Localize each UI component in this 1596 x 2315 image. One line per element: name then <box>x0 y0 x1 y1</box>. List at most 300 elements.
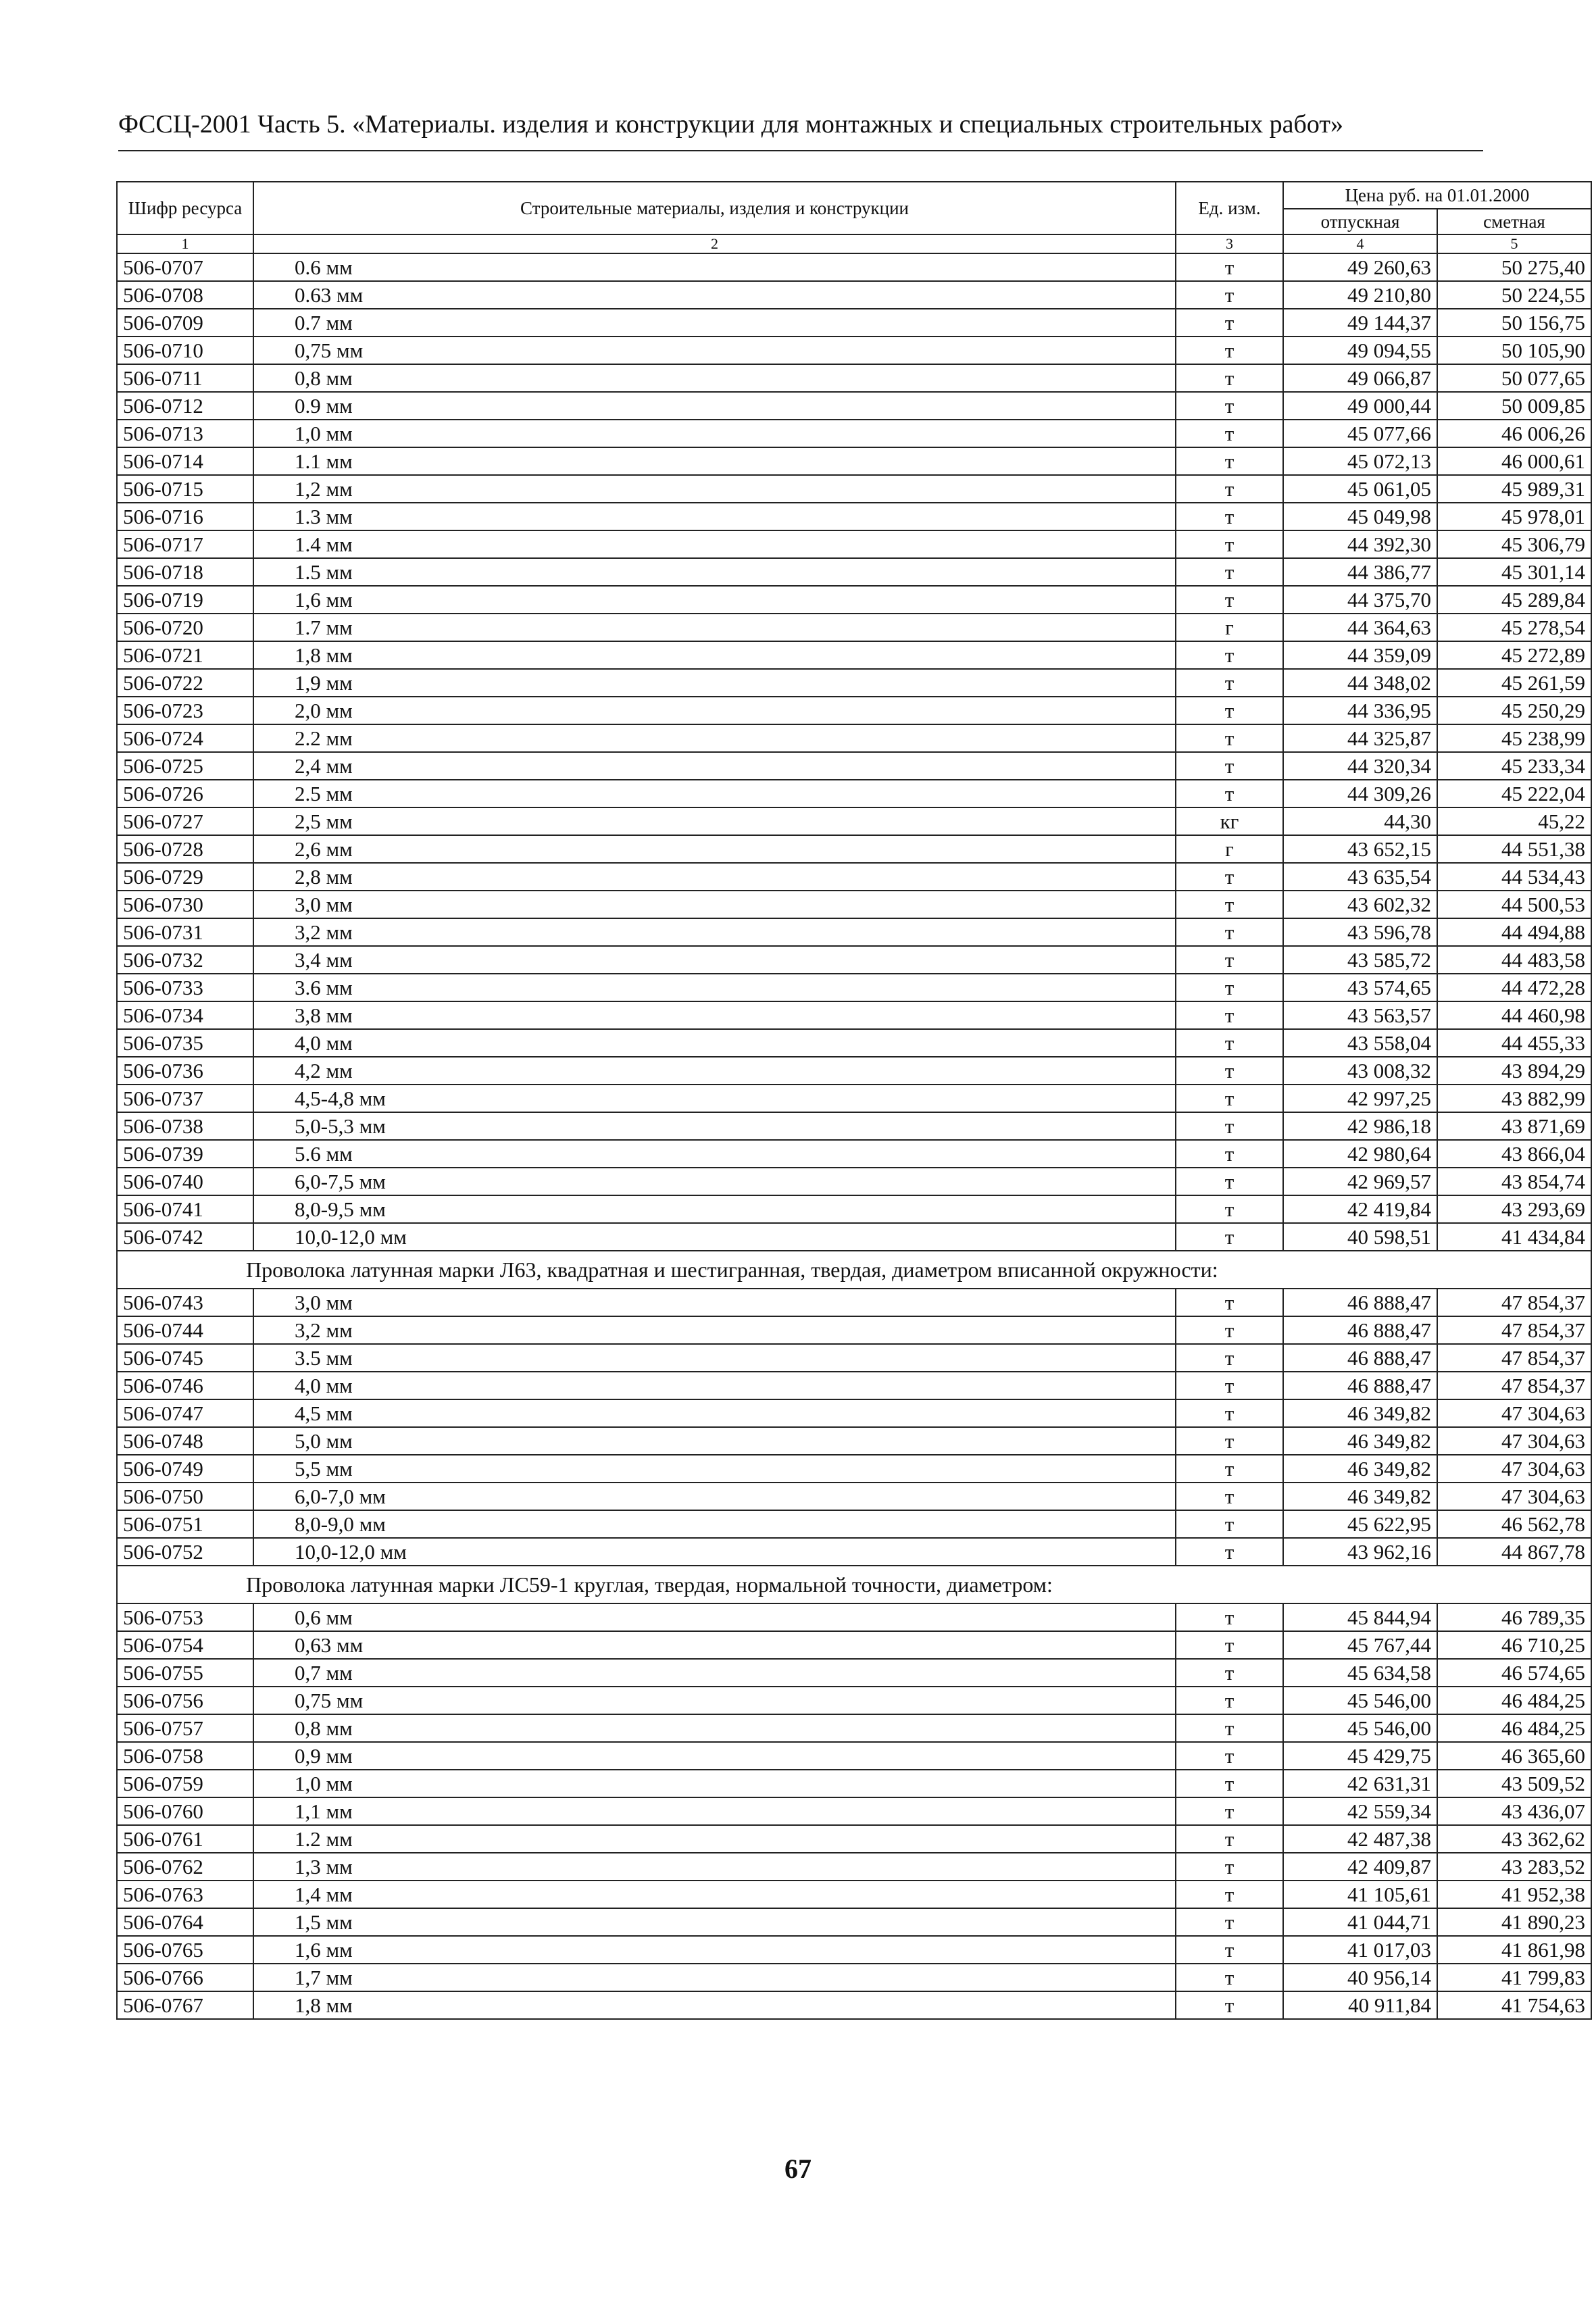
release-price-cell: 49 000,44 <box>1283 392 1437 420</box>
material-name-cell: 3.5 мм <box>253 1344 1176 1372</box>
resource-code-cell: 506-0758 <box>117 1742 253 1770</box>
estimate-price-cell: 45 238,99 <box>1437 724 1591 752</box>
material-name-cell: 0,9 мм <box>253 1742 1176 1770</box>
table-row <box>117 807 1591 835</box>
resource-code-cell: 506-0757 <box>117 1714 253 1742</box>
unit-cell: т <box>1176 1538 1283 1566</box>
estimate-price-cell: 50 077,65 <box>1437 364 1591 392</box>
estimate-price-cell: 41 861,98 <box>1437 1936 1591 1964</box>
table-row <box>117 641 1591 669</box>
resource-code-cell: 506-0708 <box>117 281 253 309</box>
table-row <box>117 1742 1591 1770</box>
release-price-cell: 42 419,84 <box>1283 1195 1437 1223</box>
estimate-price-cell: 41 952,38 <box>1437 1881 1591 1908</box>
unit-cell: т <box>1176 530 1283 558</box>
column-number: 1 <box>117 234 253 253</box>
resource-code-cell: 506-0717 <box>117 530 253 558</box>
unit-cell: т <box>1176 503 1283 530</box>
material-name-cell: 1,7 мм <box>253 1964 1176 1991</box>
estimate-price-cell: 43 293,69 <box>1437 1195 1591 1223</box>
release-price-cell: 44 364,63 <box>1283 614 1437 641</box>
estimate-price-cell: 43 882,99 <box>1437 1085 1591 1112</box>
material-name-cell: 2,4 мм <box>253 752 1176 780</box>
column-header-price-release: отпускная <box>1283 209 1437 234</box>
table-row <box>117 1964 1591 1991</box>
resource-code-cell: 506-0737 <box>117 1085 253 1112</box>
unit-cell: т <box>1176 1112 1283 1140</box>
table-row <box>117 1344 1591 1372</box>
table-row <box>117 1057 1591 1085</box>
table-row <box>117 1936 1591 1964</box>
unit-cell: т <box>1176 586 1283 614</box>
release-price-cell: 46 888,47 <box>1283 1316 1437 1344</box>
unit-cell: т <box>1176 1797 1283 1825</box>
unit-cell: т <box>1176 1427 1283 1455</box>
release-price-cell: 41 017,03 <box>1283 1936 1437 1964</box>
column-header-price-group: Цена руб. на 01.01.2000 <box>1283 182 1591 209</box>
material-name-cell: 3,2 мм <box>253 1316 1176 1344</box>
material-name-cell: 2.5 мм <box>253 780 1176 807</box>
release-price-cell: 45 546,00 <box>1283 1687 1437 1714</box>
material-name-cell: 0,63 мм <box>253 1631 1176 1659</box>
table-row <box>117 1455 1591 1483</box>
material-name-cell: 3,0 мм <box>253 1289 1176 1316</box>
estimate-price-cell: 45 278,54 <box>1437 614 1591 641</box>
release-price-cell: 44 386,77 <box>1283 558 1437 586</box>
resource-code-cell: 506-0743 <box>117 1289 253 1316</box>
resource-code-cell: 506-0755 <box>117 1659 253 1687</box>
unit-cell: т <box>1176 337 1283 364</box>
resource-code-cell: 506-0713 <box>117 420 253 447</box>
estimate-price-cell: 43 854,74 <box>1437 1168 1591 1195</box>
estimate-price-cell: 47 304,63 <box>1437 1427 1591 1455</box>
unit-cell: т <box>1176 1510 1283 1538</box>
release-price-cell: 44 325,87 <box>1283 724 1437 752</box>
resource-code-cell: 506-0715 <box>117 475 253 503</box>
page-title: ФССЦ-2001 Часть 5. «Материалы. изделия и конструкции для монтажных и специальных строительных работ» <box>118 110 1343 139</box>
estimate-price-cell: 44 472,28 <box>1437 974 1591 1001</box>
resource-code-cell: 506-0748 <box>117 1427 253 1455</box>
material-name-cell: 3,2 мм <box>253 918 1176 946</box>
estimate-price-cell: 47 304,63 <box>1437 1399 1591 1427</box>
release-price-cell: 43 652,15 <box>1283 835 1437 863</box>
table-row <box>117 392 1591 420</box>
table-row <box>117 780 1591 807</box>
resource-code-cell: 506-0711 <box>117 364 253 392</box>
section-header-row <box>117 1566 1591 1603</box>
release-price-cell: 44 320,34 <box>1283 752 1437 780</box>
material-name-cell: 4,0 мм <box>253 1372 1176 1399</box>
price-table <box>116 181 1592 2020</box>
unit-cell: кг <box>1176 807 1283 835</box>
material-name-cell: 1,4 мм <box>253 1881 1176 1908</box>
estimate-price-cell: 41 434,84 <box>1437 1223 1591 1251</box>
table-row <box>117 558 1591 586</box>
release-price-cell: 43 596,78 <box>1283 918 1437 946</box>
material-name-cell: 1,9 мм <box>253 669 1176 697</box>
table-row <box>117 1316 1591 1344</box>
resource-code-cell: 506-0712 <box>117 392 253 420</box>
resource-code-cell: 506-0709 <box>117 309 253 337</box>
table-row <box>117 447 1591 475</box>
release-price-cell: 46 349,82 <box>1283 1399 1437 1427</box>
release-price-cell: 45 049,98 <box>1283 503 1437 530</box>
release-price-cell: 42 980,64 <box>1283 1140 1437 1168</box>
table-row <box>117 1029 1591 1057</box>
release-price-cell: 42 487,38 <box>1283 1825 1437 1853</box>
table-row <box>117 946 1591 974</box>
material-name-cell: 3.6 мм <box>253 974 1176 1001</box>
estimate-price-cell: 46 789,35 <box>1437 1603 1591 1631</box>
release-price-cell: 49 144,37 <box>1283 309 1437 337</box>
table-row <box>117 724 1591 752</box>
material-name-cell: 1,0 мм <box>253 1770 1176 1797</box>
resource-code-cell: 506-0716 <box>117 503 253 530</box>
estimate-price-cell: 44 494,88 <box>1437 918 1591 946</box>
estimate-price-cell: 50 105,90 <box>1437 337 1591 364</box>
unit-cell: т <box>1176 1659 1283 1687</box>
material-name-cell: 1,3 мм <box>253 1853 1176 1881</box>
estimate-price-cell: 46 484,25 <box>1437 1714 1591 1742</box>
resource-code-cell: 506-0732 <box>117 946 253 974</box>
table-row <box>117 475 1591 503</box>
release-price-cell: 45 546,00 <box>1283 1714 1437 1742</box>
release-price-cell: 43 962,16 <box>1283 1538 1437 1566</box>
estimate-price-cell: 43 871,69 <box>1437 1112 1591 1140</box>
resource-code-cell: 506-0722 <box>117 669 253 697</box>
resource-code-cell: 506-0729 <box>117 863 253 891</box>
table-row <box>117 1770 1591 1797</box>
material-name-cell: 3,0 мм <box>253 891 1176 918</box>
unit-cell: т <box>1176 697 1283 724</box>
estimate-price-cell: 45 301,14 <box>1437 558 1591 586</box>
estimate-price-cell: 44 534,43 <box>1437 863 1591 891</box>
estimate-price-cell: 46 365,60 <box>1437 1742 1591 1770</box>
release-price-cell: 45 429,75 <box>1283 1742 1437 1770</box>
page-number: 67 <box>784 2154 812 2184</box>
resource-code-cell: 506-0738 <box>117 1112 253 1140</box>
table-row <box>117 1168 1591 1195</box>
resource-code-cell: 506-0719 <box>117 586 253 614</box>
resource-code-cell: 506-0747 <box>117 1399 253 1427</box>
release-price-cell: 49 260,63 <box>1283 253 1437 281</box>
material-name-cell: 1,6 мм <box>253 586 1176 614</box>
resource-code-cell: 506-0751 <box>117 1510 253 1538</box>
material-name-cell: 5.6 мм <box>253 1140 1176 1168</box>
resource-code-cell: 506-0707 <box>117 253 253 281</box>
unit-cell: т <box>1176 1057 1283 1085</box>
unit-cell: т <box>1176 1316 1283 1344</box>
table-row <box>117 697 1591 724</box>
estimate-price-cell: 45 233,34 <box>1437 752 1591 780</box>
unit-cell: т <box>1176 1603 1283 1631</box>
unit-cell: г <box>1176 614 1283 641</box>
estimate-price-cell: 43 894,29 <box>1437 1057 1591 1085</box>
table-row <box>117 281 1591 309</box>
material-name-cell: 5,0-5,3 мм <box>253 1112 1176 1140</box>
table-row <box>117 891 1591 918</box>
unit-cell: т <box>1176 974 1283 1001</box>
resource-code-cell: 506-0767 <box>117 1991 253 2019</box>
unit-cell: т <box>1176 558 1283 586</box>
unit-cell: т <box>1176 1714 1283 1742</box>
table-row <box>117 1372 1591 1399</box>
unit-cell: т <box>1176 1631 1283 1659</box>
column-header-unit: Ед. изм. <box>1176 182 1283 234</box>
unit-cell: т <box>1176 1991 1283 2019</box>
resource-code-cell: 506-0728 <box>117 835 253 863</box>
estimate-price-cell: 45 989,31 <box>1437 475 1591 503</box>
unit-cell: г <box>1176 835 1283 863</box>
estimate-price-cell: 46 574,65 <box>1437 1659 1591 1687</box>
table-row <box>117 530 1591 558</box>
release-price-cell: 42 997,25 <box>1283 1085 1437 1112</box>
resource-code-cell: 506-0745 <box>117 1344 253 1372</box>
material-name-cell: 2,5 мм <box>253 807 1176 835</box>
material-name-cell: 0.63 мм <box>253 281 1176 309</box>
material-name-cell: 0,8 мм <box>253 364 1176 392</box>
release-price-cell: 44 309,26 <box>1283 780 1437 807</box>
estimate-price-cell: 44 500,53 <box>1437 891 1591 918</box>
column-header-price-estimate: сметная <box>1437 209 1591 234</box>
column-header-name: Строительные материалы, изделия и конструкции <box>253 182 1176 234</box>
release-price-cell: 43 585,72 <box>1283 946 1437 974</box>
release-price-cell: 49 210,80 <box>1283 281 1437 309</box>
estimate-price-cell: 43 362,62 <box>1437 1825 1591 1853</box>
release-price-cell: 46 349,82 <box>1283 1483 1437 1510</box>
unit-cell: т <box>1176 392 1283 420</box>
release-price-cell: 44,30 <box>1283 807 1437 835</box>
material-name-cell: 5,0 мм <box>253 1427 1176 1455</box>
table-row <box>117 420 1591 447</box>
material-name-cell: 0.6 мм <box>253 253 1176 281</box>
table-row <box>117 586 1591 614</box>
release-price-cell: 44 359,09 <box>1283 641 1437 669</box>
material-name-cell: 1,1 мм <box>253 1797 1176 1825</box>
resource-code-cell: 506-0765 <box>117 1936 253 1964</box>
release-price-cell: 40 598,51 <box>1283 1223 1437 1251</box>
material-name-cell: 3,4 мм <box>253 946 1176 974</box>
estimate-price-cell: 47 854,37 <box>1437 1372 1591 1399</box>
release-price-cell: 43 563,57 <box>1283 1001 1437 1029</box>
estimate-price-cell: 43 283,52 <box>1437 1853 1591 1881</box>
table-row <box>117 1825 1591 1853</box>
table-row <box>117 309 1591 337</box>
release-price-cell: 43 008,32 <box>1283 1057 1437 1085</box>
release-price-cell: 45 072,13 <box>1283 447 1437 475</box>
material-name-cell: 3,8 мм <box>253 1001 1176 1029</box>
unit-cell: т <box>1176 1399 1283 1427</box>
table-row <box>117 1427 1591 1455</box>
estimate-price-cell: 45,22 <box>1437 807 1591 835</box>
resource-code-cell: 506-0734 <box>117 1001 253 1029</box>
resource-code-cell: 506-0766 <box>117 1964 253 1991</box>
unit-cell: т <box>1176 1455 1283 1483</box>
resource-code-cell: 506-0736 <box>117 1057 253 1085</box>
table-row <box>117 1001 1591 1029</box>
column-number: 3 <box>1176 234 1283 253</box>
resource-code-cell: 506-0763 <box>117 1881 253 1908</box>
estimate-price-cell: 45 222,04 <box>1437 780 1591 807</box>
unit-cell: т <box>1176 253 1283 281</box>
estimate-price-cell: 44 483,58 <box>1437 946 1591 974</box>
table-row <box>117 364 1591 392</box>
estimate-price-cell: 45 261,59 <box>1437 669 1591 697</box>
resource-code-cell: 506-0723 <box>117 697 253 724</box>
resource-code-cell: 506-0744 <box>117 1316 253 1344</box>
resource-code-cell: 506-0753 <box>117 1603 253 1631</box>
estimate-price-cell: 44 460,98 <box>1437 1001 1591 1029</box>
release-price-cell: 43 574,65 <box>1283 974 1437 1001</box>
estimate-price-cell: 47 854,37 <box>1437 1344 1591 1372</box>
table-row <box>117 1853 1591 1881</box>
release-price-cell: 42 409,87 <box>1283 1853 1437 1881</box>
release-price-cell: 45 622,95 <box>1283 1510 1437 1538</box>
table-body <box>117 253 1591 2019</box>
resource-code-cell: 506-0740 <box>117 1168 253 1195</box>
material-name-cell: 1,8 мм <box>253 1991 1176 2019</box>
price-table-container <box>116 181 1585 2020</box>
resource-code-cell: 506-0750 <box>117 1483 253 1510</box>
estimate-price-cell: 44 455,33 <box>1437 1029 1591 1057</box>
material-name-cell: 8,0-9,5 мм <box>253 1195 1176 1223</box>
material-name-cell: 6,0-7,0 мм <box>253 1483 1176 1510</box>
estimate-price-cell: 46 710,25 <box>1437 1631 1591 1659</box>
estimate-price-cell: 46 000,61 <box>1437 447 1591 475</box>
estimate-price-cell: 47 304,63 <box>1437 1483 1591 1510</box>
release-price-cell: 41 105,61 <box>1283 1881 1437 1908</box>
resource-code-cell: 506-0752 <box>117 1538 253 1566</box>
release-price-cell: 43 558,04 <box>1283 1029 1437 1057</box>
material-name-cell: 2,0 мм <box>253 697 1176 724</box>
estimate-price-cell: 45 978,01 <box>1437 503 1591 530</box>
unit-cell: т <box>1176 309 1283 337</box>
release-price-cell: 46 888,47 <box>1283 1372 1437 1399</box>
resource-code-cell: 506-0759 <box>117 1770 253 1797</box>
unit-cell: т <box>1176 1344 1283 1372</box>
table-row <box>117 1714 1591 1742</box>
unit-cell: т <box>1176 891 1283 918</box>
unit-cell: т <box>1176 946 1283 974</box>
resource-code-cell: 506-0742 <box>117 1223 253 1251</box>
material-name-cell: 0.7 мм <box>253 309 1176 337</box>
material-name-cell: 1.5 мм <box>253 558 1176 586</box>
release-price-cell: 43 635,54 <box>1283 863 1437 891</box>
unit-cell: т <box>1176 1168 1283 1195</box>
release-price-cell: 46 888,47 <box>1283 1289 1437 1316</box>
resource-code-cell: 506-0764 <box>117 1908 253 1936</box>
column-number: 4 <box>1283 234 1437 253</box>
release-price-cell: 45 077,66 <box>1283 420 1437 447</box>
unit-cell: т <box>1176 1964 1283 1991</box>
resource-code-cell: 506-0730 <box>117 891 253 918</box>
material-name-cell: 1,0 мм <box>253 420 1176 447</box>
unit-cell: т <box>1176 1825 1283 1853</box>
estimate-price-cell: 41 754,63 <box>1437 1991 1591 2019</box>
material-name-cell: 10,0-12,0 мм <box>253 1538 1176 1566</box>
release-price-cell: 41 044,71 <box>1283 1908 1437 1936</box>
table-row <box>117 863 1591 891</box>
resource-code-cell: 506-0727 <box>117 807 253 835</box>
unit-cell: т <box>1176 1853 1283 1881</box>
material-name-cell: 0,7 мм <box>253 1659 1176 1687</box>
release-price-cell: 42 986,18 <box>1283 1112 1437 1140</box>
material-name-cell: 4,5-4,8 мм <box>253 1085 1176 1112</box>
resource-code-cell: 506-0721 <box>117 641 253 669</box>
resource-code-cell: 506-0746 <box>117 1372 253 1399</box>
material-name-cell: 10,0-12,0 мм <box>253 1223 1176 1251</box>
unit-cell: т <box>1176 1140 1283 1168</box>
table-row <box>117 1140 1591 1168</box>
table-row <box>117 1483 1591 1510</box>
estimate-price-cell: 47 304,63 <box>1437 1455 1591 1483</box>
release-price-cell: 46 888,47 <box>1283 1344 1437 1372</box>
table-row <box>117 1085 1591 1112</box>
material-name-cell: 0,6 мм <box>253 1603 1176 1631</box>
table-row <box>117 1223 1591 1251</box>
column-number: 5 <box>1437 234 1591 253</box>
table-row <box>117 1289 1591 1316</box>
unit-cell: т <box>1176 1195 1283 1223</box>
estimate-price-cell: 44 551,38 <box>1437 835 1591 863</box>
material-name-cell: 0,75 мм <box>253 1687 1176 1714</box>
resource-code-cell: 506-0754 <box>117 1631 253 1659</box>
estimate-price-cell: 45 272,89 <box>1437 641 1591 669</box>
table-row <box>117 1908 1591 1936</box>
material-name-cell: 1.4 мм <box>253 530 1176 558</box>
material-name-cell: 6,0-7,5 мм <box>253 1168 1176 1195</box>
resource-code-cell: 506-0731 <box>117 918 253 946</box>
release-price-cell: 44 375,70 <box>1283 586 1437 614</box>
table-row <box>117 669 1591 697</box>
estimate-price-cell: 50 224,55 <box>1437 281 1591 309</box>
table-row <box>117 337 1591 364</box>
material-name-cell: 2,6 мм <box>253 835 1176 863</box>
material-name-cell: 1,8 мм <box>253 641 1176 669</box>
unit-cell: т <box>1176 447 1283 475</box>
material-name-cell: 1,6 мм <box>253 1936 1176 1964</box>
table-row <box>117 1797 1591 1825</box>
resource-code-cell: 506-0735 <box>117 1029 253 1057</box>
estimate-price-cell: 43 866,04 <box>1437 1140 1591 1168</box>
release-price-cell: 45 061,05 <box>1283 475 1437 503</box>
resource-code-cell: 506-0718 <box>117 558 253 586</box>
unit-cell: т <box>1176 863 1283 891</box>
table-row <box>117 1631 1591 1659</box>
resource-code-cell: 506-0762 <box>117 1853 253 1881</box>
material-name-cell: 4,2 мм <box>253 1057 1176 1085</box>
resource-code-cell: 506-0749 <box>117 1455 253 1483</box>
material-name-cell: 0,75 мм <box>253 337 1176 364</box>
unit-cell: т <box>1176 752 1283 780</box>
table-row <box>117 1881 1591 1908</box>
release-price-cell: 49 066,87 <box>1283 364 1437 392</box>
unit-cell: т <box>1176 420 1283 447</box>
material-name-cell: 2.2 мм <box>253 724 1176 752</box>
material-name-cell: 1,2 мм <box>253 475 1176 503</box>
estimate-price-cell: 44 867,78 <box>1437 1538 1591 1566</box>
material-name-cell: 1,5 мм <box>253 1908 1176 1936</box>
release-price-cell: 46 349,82 <box>1283 1427 1437 1455</box>
release-price-cell: 45 844,94 <box>1283 1603 1437 1631</box>
resource-code-cell: 506-0710 <box>117 337 253 364</box>
release-price-cell: 42 631,31 <box>1283 1770 1437 1797</box>
estimate-price-cell: 46 006,26 <box>1437 420 1591 447</box>
release-price-cell: 40 911,84 <box>1283 1991 1437 2019</box>
material-name-cell: 8,0-9,0 мм <box>253 1510 1176 1538</box>
resource-code-cell: 506-0741 <box>117 1195 253 1223</box>
table-row <box>117 1687 1591 1714</box>
